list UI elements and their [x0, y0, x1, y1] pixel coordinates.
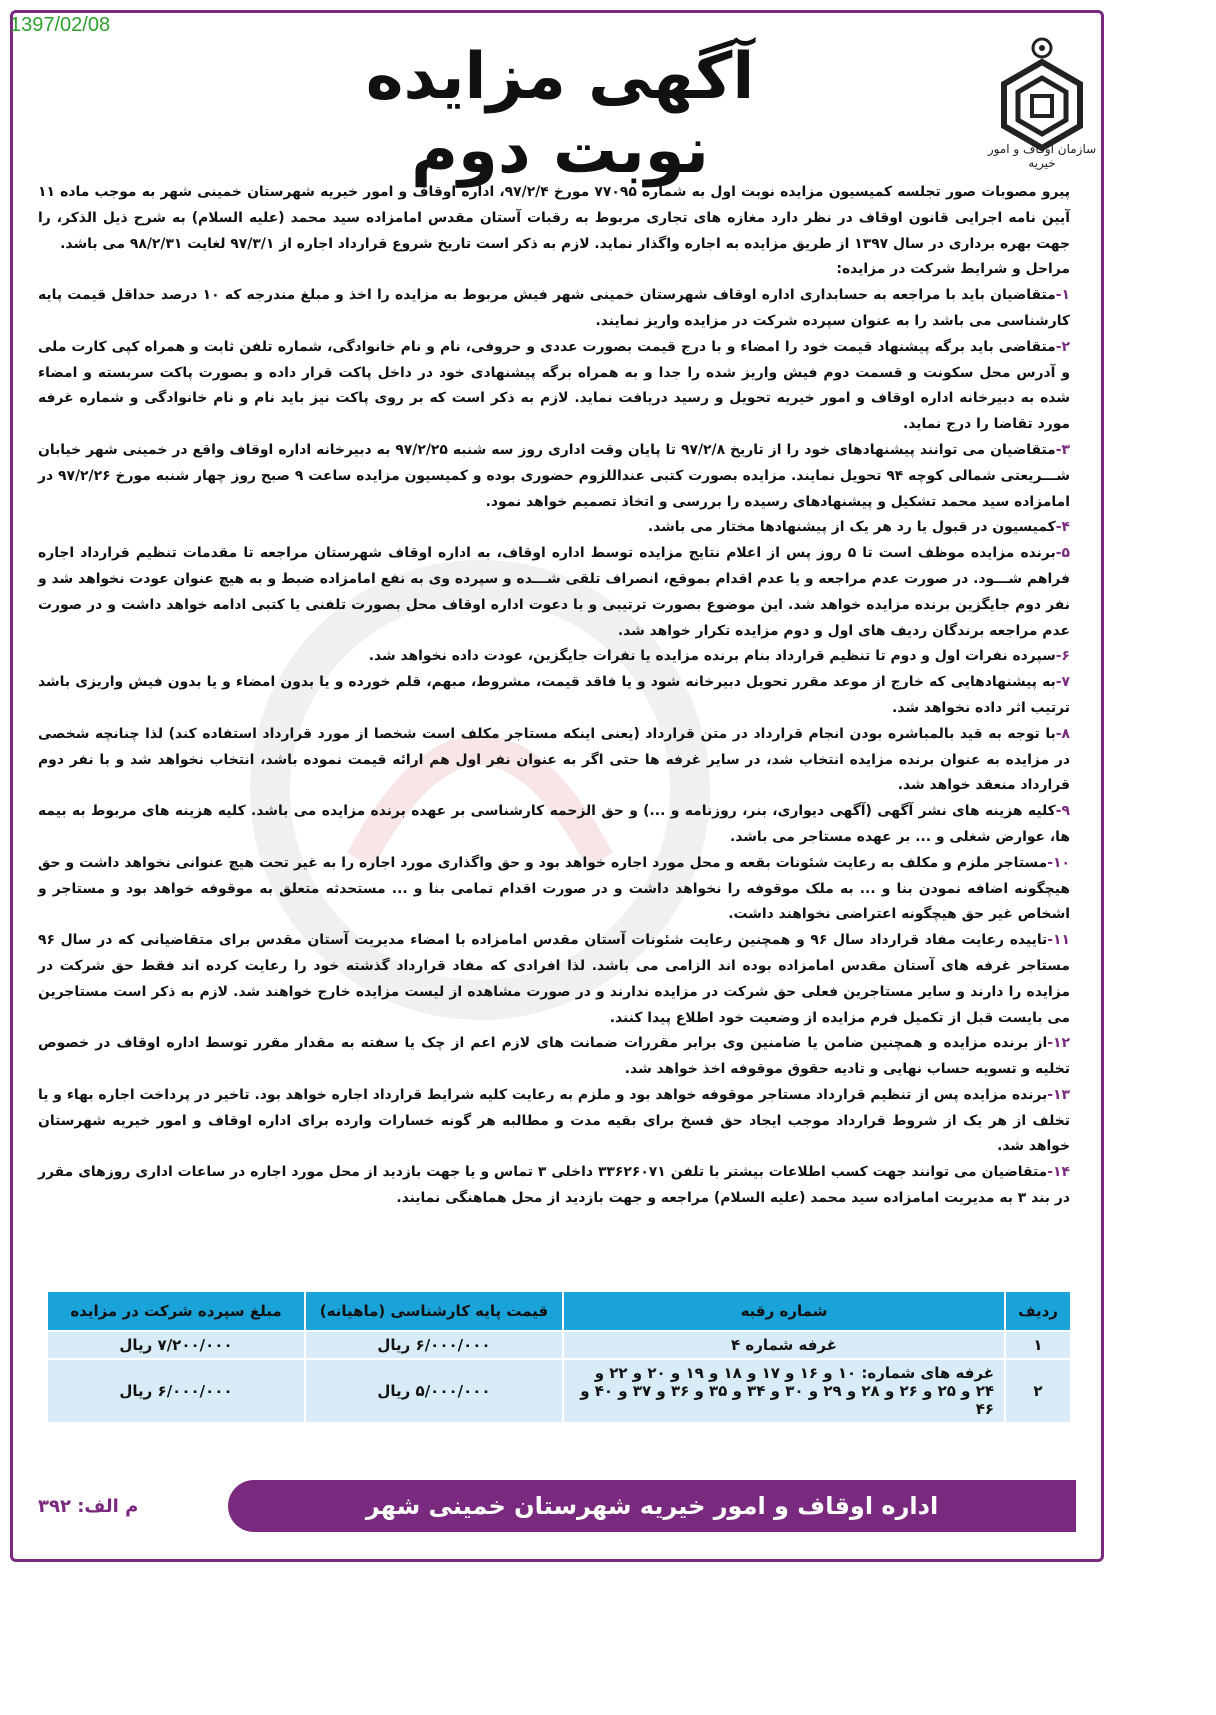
page-title: آگهی مزایده نوبت دوم [365, 40, 755, 188]
condition-number: ۹- [1055, 803, 1070, 820]
condition-item [38, 438, 1070, 515]
condition-item [38, 283, 1070, 335]
condition-text: سپرده نفرات اول و دوم تا تنظیم قرارداد بنام برنده مزایده یا نفرات جایگزین، عودت داده نخواهد شد. [368, 648, 1056, 665]
intro-paragraph: پیرو مصوبات صور تجلسه کمیسیون مزایده نوبت اول به شماره ۷۷۰۹۵ مورخ ۹۷/۲/۴، اداره اوقاف و امور خیریه شهرستان خمینی شهر به موجب ماده ۱۱ آیین نامه اجرایی قانون اوقاف در نظر دارد مغازه های تجاری مربوط به رقبات آستان مقدس امامزاده سید محمد (علیه السلام) به شرح ذیل الذکر، را جهت بهره برداری در سال ۱۳۹۷ از طریق مزایده به اجاره واگذار نماید. لازم به ذکر است تاریخ شروع قرارداد اجاره از ۹۷/۳/۱ لغایت ۹۸/۲/۳۱ می باشد. [38, 184, 1070, 252]
row-deposit: ۷/۲۰۰/۰۰۰ ریال [47, 1331, 305, 1359]
condition-number: ۱- [1055, 287, 1070, 304]
row-base-price: ۵/۰۰۰/۰۰۰ ریال [305, 1359, 563, 1423]
condition-text: تاییده رعایت مفاد قرارداد سال ۹۶ و همچنین رعایت شئونات آستان مقدس امامزاده با امضاء مدیریت آستان مقدس برای متقاضیانی که در سال ۹۶ مستاجر غرفه های آستان مقدس امامزاده بوده اند الزامی می باشد. لذا افرادی که مفاد قرارداد گذشته خود را رعایت کرده اند فقط حق شرکت در مزایده را دارند و سایر مستاجرین فعلی حق شرکت در مزایده ندارند و در صورت مشاهده از لیست مزایده خارج خواهند شد. لازم به ذکر است مستاجرین می بایست قبل از تکمیل فرم مزایده از وضعیت خود اطلاع پیدا کنند. [38, 932, 1070, 1026]
condition-number: ۱۳- [1047, 1086, 1070, 1103]
row-number: ۲ [1005, 1359, 1071, 1423]
condition-item [38, 1083, 1070, 1160]
condition-text: کمیسیون در قبول یا رد هر یک از پیشنهادها مختار می باشد. [647, 519, 1056, 536]
row-base-price: ۶/۰۰۰/۰۰۰ ریال [305, 1331, 563, 1359]
row-item: غرفه های شماره: ۱۰ و ۱۶ و ۱۷ و ۱۸ و ۱۹ و ۲۰ و ۲۲ و ۲۴ و ۲۵ و ۲۶ و ۲۸ و ۲۹ و ۳۰ و ۳۴ و ۳۵ و ۳۶ و ۳۷ و ۴۰ و ۴۶ [563, 1359, 1005, 1423]
condition-item [38, 799, 1070, 851]
condition-text: مستاجر ملزم و مکلف به رعایت شئونات بقعه و محل مورد اجاره خواهد بود و حق واگذاری مورد اجاره را به غیر تحت هیچ عنوانی نخواهد داشت و حق هیچگونه اضافه نمودن بنا و ... به ملک موقوفه را نخواهد داشت و در صورت اقدام تمامی بنا و ... مستحدثه متعلق به موقوفه خواهد بود و مستاجر و اشخاص غیر حق هیچگونه اعتراضی نخواهند داشت. [38, 854, 1070, 923]
condition-item [38, 670, 1070, 722]
condition-text: به پیشنهادهایی که خارج از موعد مقرر تحویل دبیرخانه شود و یا فاقد قیمت، مشروط، مبهم، قلم خورده و یا بدون امضاء و یا بدون فیش واریزی باشد ترتیب اثر داده نخواهد شد. [38, 674, 1070, 716]
condition-item [38, 928, 1070, 1031]
condition-item [38, 644, 1070, 670]
condition-item [38, 1160, 1070, 1212]
condition-text: کلیه هزینه های نشر آگهی (آگهی دیواری، بنر، روزنامه و ...) و حق الزحمه کارشناسی بر عهده برنده مزایده می باشد. کلیه هزینه های مربوط به بیمه ها، عوارض شغلی و ... بر عهده مستاجر می باشد. [38, 803, 1070, 845]
date-stamp: 1397/02/08 [10, 14, 111, 36]
condition-number: ۱۰- [1047, 854, 1070, 871]
condition-item [38, 335, 1070, 438]
condition-number: ۴- [1055, 519, 1070, 536]
row-deposit: ۶/۰۰۰/۰۰۰ ریال [47, 1359, 305, 1423]
conditions-heading: مراحل و شرایط شرکت در مزایده: [836, 261, 1070, 278]
condition-text: متقاضیان می توانند پیشنهادهای خود را از تاریخ ۹۷/۲/۸ تا پایان وقت اداری روز سه شنبه ۹۷/۲/۲۵ به دبیرخانه اداره اوقاف واقع در خمینی شهر خیابان شـــریعتی شمالی کوچه ۹۴ تحویل نمایند. مزایده بصورت کتبی عنداللزوم حضوری بوده و کمیسیون مزایده ساعت ۹ صبح روز چهار شنبه مورخ ۹۷/۲/۲۶ در امامزاده سید محمد تشکیل و پیشنهادهای رسیده را بررسی و اتخاذ تصمیم خواهد نمود. [38, 441, 1070, 510]
condition-text: متقاضیان باید با مراجعه به حسابداری اداره اوقاف شهرستان خمینی شهر فیش مربوط به مزایده را اخذ و مبلغ مندرجه که ۱۰ درصد حداقل قیمت پایه کارشناسی می باشد را به عنوان سپرده شرکت در مزایده واریز نمایند. [38, 287, 1070, 329]
condition-number: ۱۴- [1047, 1164, 1070, 1181]
condition-item [38, 515, 1070, 541]
condition-number: ۸- [1055, 725, 1070, 742]
lots-table [46, 1290, 1072, 1424]
col-item-header: شماره رقبه [563, 1291, 1005, 1331]
condition-number: ۶- [1055, 648, 1070, 665]
condition-text: برنده مزایده موظف است تا ۵ روز پس از اعلام نتایج مزایده توسط اداره اوقاف، به اداره اوقاف شهرستان مراجعه تا مقدمات تنظیم قرارداد اجاره فراهم شـــود. در صورت عدم مراجعه و یا عدم اقدام بموقع، انصراف تلقی شـــده و سپرده وی به نفع امامزاده ضبط و به هیچ عنوان عودت نخواهد شد و نفر دوم جایگزین برنده مزایده خواهد شد. این موضوع بصورت ترتیبی و با دعوت اداره اوقاف محل بصورت تلفنی یا کتبی ادامه خواهد داشت و در صورت عدم مراجعه برندگان ردیف های اول و دوم مزایده تکرار خواهد شد. [38, 545, 1070, 639]
condition-number: ۷- [1055, 674, 1070, 691]
condition-number: ۱۱- [1047, 932, 1070, 949]
col-row-header: ردیف [1005, 1291, 1071, 1331]
table-row [47, 1359, 1071, 1423]
col-deposit-header: مبلغ سپرده شرکت در مزایده [47, 1291, 305, 1331]
table-header-row [47, 1291, 1071, 1331]
table-row [47, 1331, 1071, 1359]
condition-item [38, 722, 1070, 799]
condition-number: ۳- [1055, 441, 1070, 458]
condition-text: برنده مزایده پس از تنظیم قرارداد مستاجر موقوفه خواهد بود و ملزم به رعایت کلیه شرایط قرارداد اجاره خواهد بود. تاخیر در پرداخت اجاره بهاء و یا تخلف از هر یک از شروط قرارداد موجب ایجاد حق فسخ برای بقیه مدت و مطالبه هر گونه خسارات وارده برای اداره اوقاف و امور خیریه شهرستان خواهد شد. [38, 1086, 1070, 1155]
condition-text: با توجه به قید بالمباشره بودن انجام قرارداد در متن قرارداد (یعنی اینکه مستاجر مکلف است شخصا از مورد قرارداد استفاده کند) لذا چنانچه شخصی در مزایده به عنوان برنده مزایده انتخاب شد، در سایر غرفه ها حتی اگر به عنوان نفر اول هم ارائه قیمت نموده باشد، انتخاب نخواهد شد و با نفر دوم قرارداد منعقد خواهد شد. [38, 725, 1070, 794]
condition-text: از برنده مزایده و همچنین ضامن یا ضامنین وی برابر مقررات ضمانت های لازم اعم از چک یا سفته به مقدار مقرر توسط اداره اوقاف در خصوص تخلیه و تسویه حساب نهایی و تادیه حقوق موقوفه اخذ خواهد شد. [38, 1035, 1070, 1078]
footer-office-banner: اداره اوقاف و امور خیریه شهرستان خمینی شهر [228, 1480, 1076, 1532]
logo-caption: سازمان اوقاف و امور خیریه [987, 142, 1097, 170]
condition-number: ۲- [1055, 338, 1070, 355]
condition-number: ۱۲- [1047, 1035, 1070, 1052]
col-base-price-header: قیمت پایه کارشناسی (ماهیانه) [305, 1291, 563, 1331]
condition-number: ۵- [1055, 545, 1070, 562]
condition-text: متقاضیان می توانند جهت کسب اطلاعات بیشتر با تلفن ۳۳۶۲۶۰۷۱ داخلی ۳ تماس و یا جهت بازدید از محل مورد اجاره در ساعات اداری روزهای مقرر در بند ۳ به مدیریت امامزاده سید محمد (علیه السلام) مراجعه و جهت بازدید از محل هماهنگی نمایند. [38, 1164, 1070, 1207]
row-number: ۱ [1005, 1331, 1071, 1359]
row-item: غرفه شماره ۴ [563, 1331, 1005, 1359]
condition-item [38, 1031, 1070, 1083]
announcement-body [38, 180, 1070, 1212]
condition-item [38, 541, 1070, 644]
reference-number: م الف: ۳۹۲ [38, 1496, 139, 1517]
condition-text: متقاضی باید برگه پیشنهاد قیمت خود را امضاء و با درج قیمت بصورت عددی و حروفی، نام و نام خانوادگی، شماره تلفن ثابت و همراه کپی کارت ملی و آدرس محل سکونت و قسمت دوم فیش واریز شده را جدا و به همراه برگه پیشنهادی خود در داخل پاکت قرار داده و بصورت پاکت سربسته و امضاء شده به دبیرخانه اداره اوقاف و امور خیریه تحویل و رسید دریافت نماید. لازم به ذکر است که بر روی پاکت نیز باید نام و نام خانوادگی و شماره غرفه مورد تقاضا را درج نماید. [38, 338, 1070, 433]
condition-item [38, 851, 1070, 928]
